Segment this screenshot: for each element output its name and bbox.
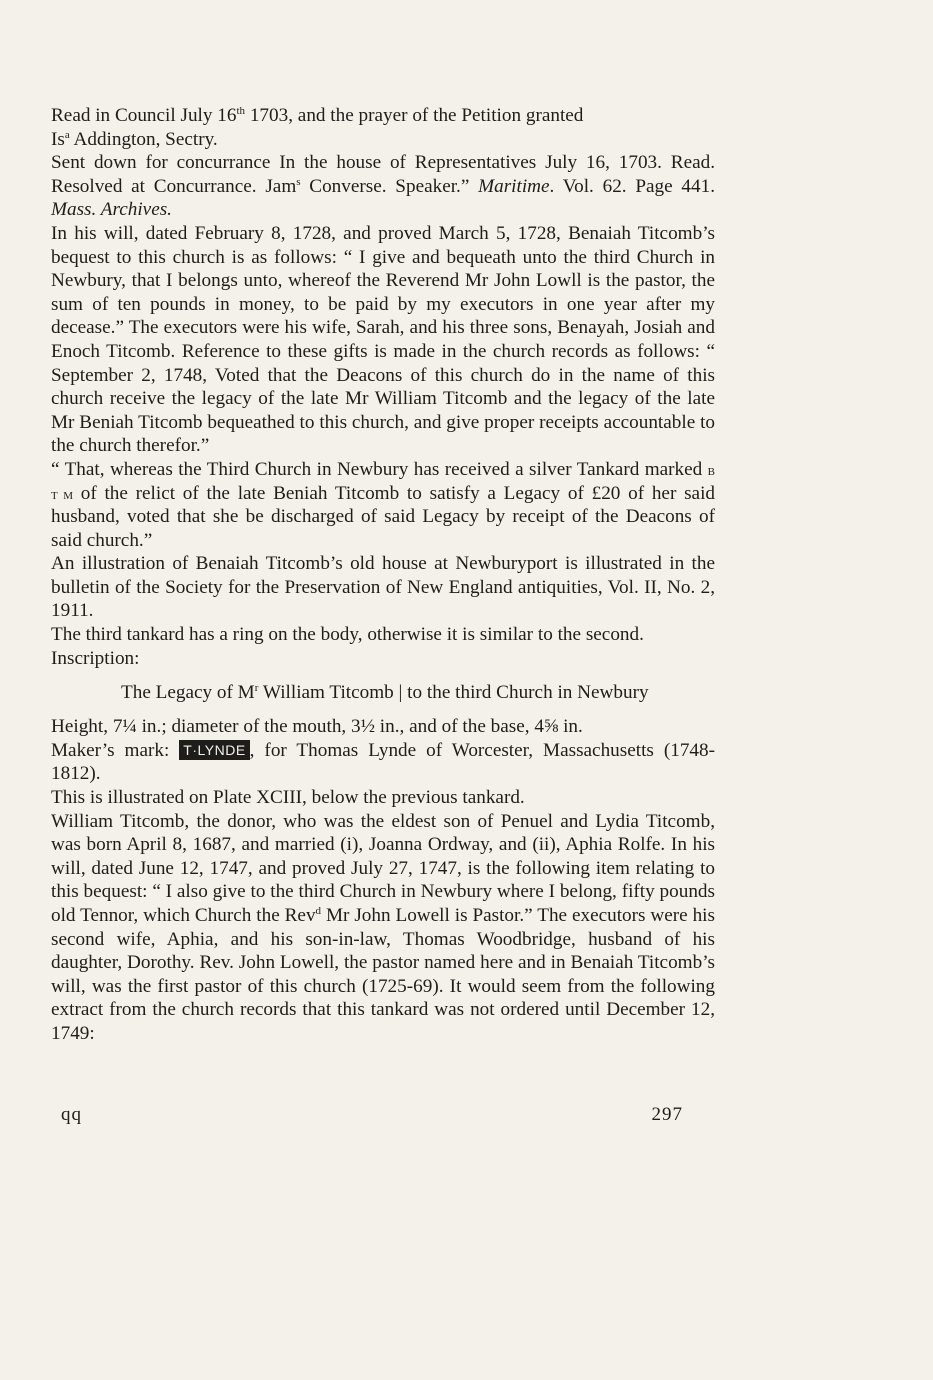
concurrance-paragraph: Sent down for concurrance In the house of Representatives July 16, 1703. Read. Resolved at Concurrance. Jam$^s$ Converse. Speaker.” Maritime. Vol. 62. Page 441. Mass. Archives. [51, 152, 715, 221]
initials-mark: B T M [51, 465, 715, 502]
tankard-vote-paragraph: “ That, whereas the Third Church in Newbury has received a silver Tankard marked B T M of the relict of the late Beniah Titcomb to satisfy a Legacy of £20 of her said husband, voted that she be discharged of said Legacy by receipt of the Deacons of said church.” [51, 458, 715, 551]
donor-paragraph: William Titcomb, the donor, who was the eldest son of Penuel and Lydia Titcomb, was born April 8, 1687, and married (i), Joanna Ordway, and (ii), Aphia Rolfe. In his will, dated June 12, 1747, and proved July 27, 1747, is the following item relating to this bequest: “ I also give to the third Church in Newbury where I belong, fifty pounds old Tennor, which Church the Rev$^d$ Mr John Lowell is Pastor.” The executors were his second wife, Aphia, and his son-in-law, Thomas Woodbridge, husband of his daughter, Dorothy. Rev. John Lowell, the pastor named here and in Benaiah Titcomb’s will, was the first pastor of this church (1725-69). It would seem from the following extract from the church records that this tankard was not ordered until December 12, 1749: [51, 810, 715, 1044]
plate-paragraph: This is illustrated on Plate XCIII, below the previous tankard. [51, 787, 525, 809]
signature-mark: qq [61, 1104, 82, 1125]
makers-mark-stamp: T·LYNDE [179, 740, 249, 760]
inscription-label: Inscription: [51, 647, 140, 669]
will-paragraph: In his will, dated February 8, 1728, and proved March 5, 1728, Benaiah Titcomb’s bequest to this church is as follows: “ I give and bequeath unto the third Church in Newbury, that I belongs unto, whereof the Reverend Mr John Lowll is the pastor, the sum of ten pounds in money, to be paid by my executors in one year after my decease.” The executors were his wife, Sarah, and his three sons, Benayah, Josiah and Enoch Titcomb. Reference to these gifts is made in the church records as follows: “ September 2, 1748, Voted that the Deacons of this church do in the name of this church receive the legacy of the late Mr William Titcomb and the legacy of the late Mr Beniah Titcomb bequeathed to this church, and give proper receipts accountable to the church therefor.” [51, 222, 715, 457]
illustration-paragraph: An illustration of Benaiah Titcomb’s old house at Newburyport is illustrated in the bulletin of the Society for the Preservation of New England antiquities, Vol. II, No. 2, 1911. [51, 553, 715, 622]
council-line: Read in Council July 16th 1703, and the prayer of the Petition granted [51, 105, 584, 126]
makers-mark-paragraph: Maker’s mark: T·LYNDE , for Thomas Lynde of Worcester, Massachusetts (1748-1812). [51, 739, 716, 785]
page-number: 297 [651, 1104, 683, 1125]
inscription-text: The Legacy of $M^r$ William Titcomb | to the third Church in Newbury [121, 682, 649, 704]
dimensions-paragraph: Height, 7¼ in.; diameter of the mouth, 3½ in., and of the base, 4⅝ in. [51, 716, 583, 738]
signature-addington: Is$^a$ Addington, Sectry. [51, 128, 218, 150]
body-text [51, 104, 715, 1046]
page-footer [51, 1104, 715, 1128]
third-tankard-paragraph: The third tankard has a ring on the body, otherwise it is similar to the second. [51, 624, 644, 646]
